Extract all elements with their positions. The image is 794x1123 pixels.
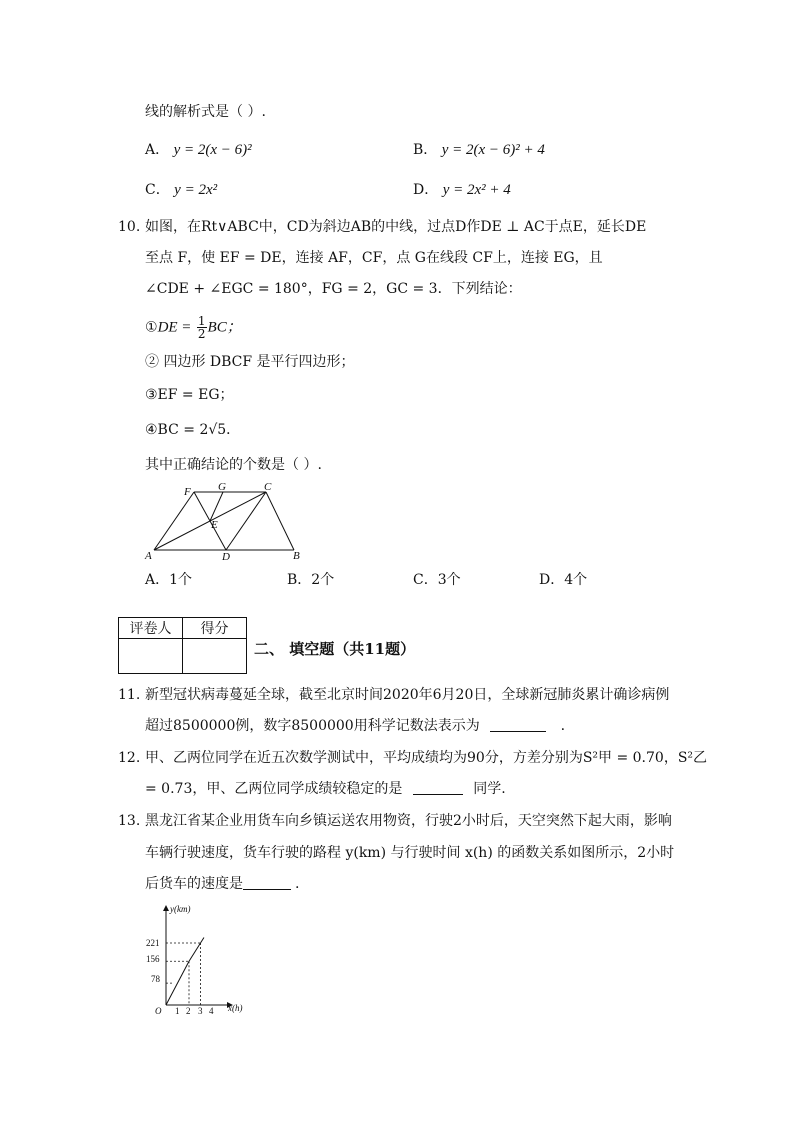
q10-conclusion-3: ③EF = EG； bbox=[145, 387, 234, 403]
q9-option-c[interactable] bbox=[145, 180, 217, 200]
q13-line3 bbox=[145, 874, 299, 894]
option-formula: y = 2x² + 4 bbox=[442, 182, 511, 198]
q10-line2: 至点 F，使 EF = DE，连接 AF，CF，点 G在线段 CF上，连接 EG，且 bbox=[145, 250, 603, 266]
option-label: D． bbox=[413, 182, 439, 198]
graph-segment-extension bbox=[201, 938, 204, 943]
q10-conclusion-1 bbox=[145, 315, 242, 340]
x-axis-label: x(h) bbox=[228, 1003, 243, 1013]
q12-line2 bbox=[145, 779, 506, 799]
y-tick-78: 78 bbox=[151, 974, 160, 984]
label-d: D bbox=[222, 551, 230, 563]
section-title: 二、 填空题（共11题） bbox=[254, 640, 416, 658]
grader-cell[interactable] bbox=[119, 639, 183, 674]
q12-line2-end: 同学. bbox=[473, 781, 506, 797]
segment-dc bbox=[226, 492, 266, 550]
option-label: C． bbox=[145, 182, 170, 198]
graph-segment-2 bbox=[189, 943, 201, 961]
label-c: C bbox=[264, 481, 272, 493]
y-tick-156: 156 bbox=[146, 954, 160, 964]
segment-af bbox=[154, 492, 194, 550]
q11-number: 11. bbox=[118, 687, 141, 703]
q9-stem-tail: 线的解析式是（ ）. bbox=[145, 104, 266, 120]
q9-option-a[interactable] bbox=[145, 140, 252, 160]
q10-option-c[interactable]: C．3个 bbox=[413, 572, 461, 588]
q10-question: 其中正确结论的个数是（ ）. bbox=[145, 457, 322, 473]
q10-option-d[interactable]: D．4个 bbox=[539, 572, 588, 588]
q9-option-b[interactable] bbox=[413, 140, 545, 160]
option-formula: y = 2x² bbox=[174, 182, 218, 198]
q11-line2-text: 超过8500000例，数字8500000用科学记数法表示为 bbox=[145, 718, 480, 734]
y-tick-221: 221 bbox=[146, 938, 160, 948]
q9-option-d[interactable] bbox=[413, 180, 511, 200]
y-axis-label: y(km) bbox=[170, 904, 191, 914]
q10-number: 10. bbox=[118, 219, 141, 235]
segment-cb bbox=[266, 492, 294, 550]
score-cell[interactable] bbox=[183, 639, 247, 674]
x-tick-4: 4 bbox=[209, 1006, 214, 1016]
label-g: G bbox=[218, 481, 226, 493]
option-label: B． bbox=[413, 142, 438, 158]
score-header-score: 得分 bbox=[183, 618, 247, 639]
q10-parallelogram-figure bbox=[140, 480, 320, 565]
q10-line1: 如图，在Rt∨ABC中，CD为斜边AB的中线，过点D作DE ⊥ AC于点E，延长DE bbox=[145, 219, 647, 235]
option-label: A． bbox=[145, 142, 170, 158]
label-e: E bbox=[211, 519, 218, 531]
circled-1-icon: ① bbox=[145, 319, 158, 336]
q10-line3: ∠CDE + ∠EGC = 180°，FG = 2，GC = 3．下列结论： bbox=[145, 281, 522, 297]
q11-answer-blank[interactable] bbox=[490, 717, 546, 732]
q13-distance-time-graph bbox=[140, 900, 260, 1025]
graph-segment-1 bbox=[166, 961, 189, 1005]
q12-line2-text: = 0.73，甲、乙两位同学成绩较稳定的是 bbox=[145, 781, 403, 797]
score-header-grader: 评卷人 bbox=[119, 618, 183, 639]
q13-line2: 车辆行驶速度，货车行驶的路程 y(km) 与行驶时间 x(h) 的函数关系如图所示，2小时 bbox=[145, 845, 675, 861]
origin-label: O bbox=[155, 1006, 162, 1016]
q12-line1: 甲、乙两位同学在近五次数学测试中，平均成绩均为90分，方差分别为S²甲 = 0.70，S²乙 bbox=[145, 750, 708, 766]
q12-answer-blank[interactable] bbox=[413, 780, 463, 795]
x-tick-3: 3 bbox=[198, 1006, 203, 1016]
q13-number: 13. bbox=[118, 813, 141, 829]
q13-line3-text: 后货车的速度是 bbox=[145, 876, 243, 892]
q10-conclusion-2: ② 四边形 DBCF 是平行四边形； bbox=[145, 354, 355, 370]
q11-line2 bbox=[145, 716, 565, 736]
segment-ge bbox=[210, 492, 223, 521]
q10-option-a[interactable]: A．1个 bbox=[145, 572, 193, 588]
x-tick-1: 1 bbox=[175, 1006, 180, 1016]
q10-conclusion-4: ④BC = 2√5． bbox=[145, 422, 241, 438]
label-b: B bbox=[293, 550, 300, 562]
option-formula: y = 2(x − 6)² bbox=[173, 142, 252, 158]
fraction-one-half bbox=[197, 315, 207, 340]
q10-option-b[interactable]: B．2个 bbox=[287, 572, 335, 588]
q11-period: . bbox=[560, 718, 566, 734]
label-f: F bbox=[184, 486, 191, 498]
x-tick-2: 2 bbox=[186, 1006, 191, 1016]
score-table bbox=[118, 617, 247, 674]
conclusion-1-rhs: BC； bbox=[207, 319, 242, 336]
q13-line1: 黑龙江省某企业用货车向乡镇运送农用物资，行驶2小时后，天空突然下起大雨，影响 bbox=[145, 813, 672, 829]
q13-answer-blank[interactable] bbox=[243, 875, 291, 890]
fraction-numerator: 1 bbox=[197, 314, 206, 328]
conclusion-1-lhs: DE = bbox=[157, 319, 192, 336]
q12-number: 12. bbox=[118, 750, 141, 766]
fraction-denominator: 2 bbox=[197, 327, 206, 341]
option-formula: y = 2(x − 6)² + 4 bbox=[441, 142, 545, 158]
label-a: A bbox=[145, 550, 152, 562]
q11-line1: 新型冠状病毒蔓延全球，截至北京时间2020年6月20日，全球新冠肺炎累计确诊病例 bbox=[145, 687, 670, 703]
q13-period: . bbox=[295, 876, 300, 892]
